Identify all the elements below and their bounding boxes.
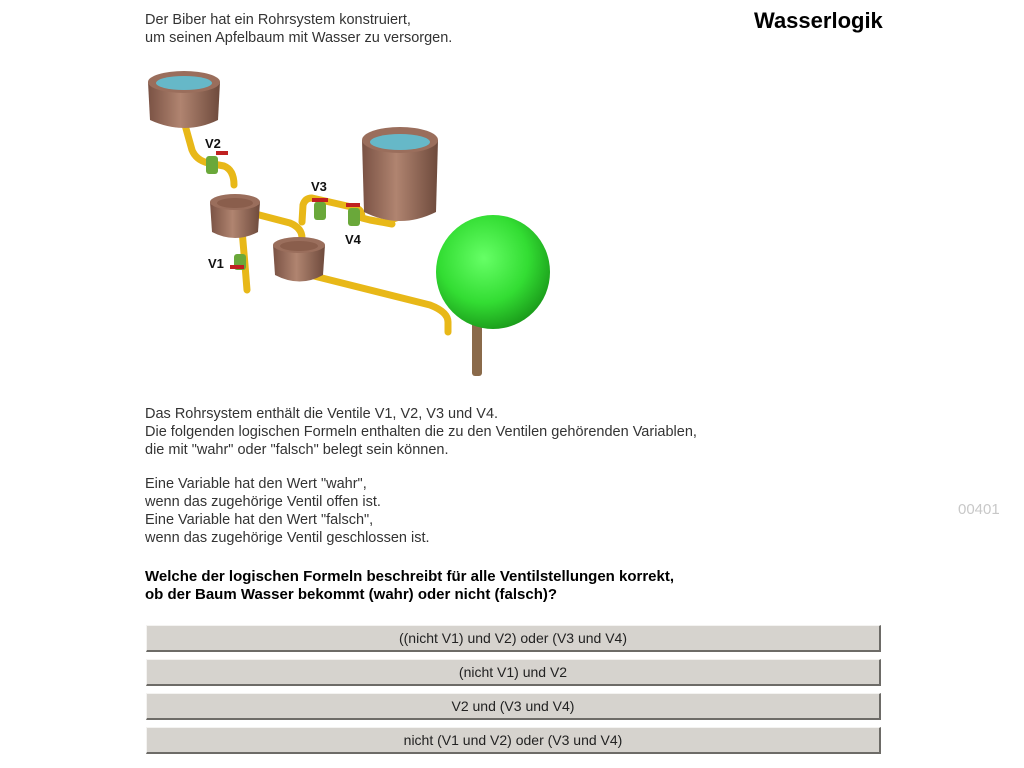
valve-label-v2: V2 <box>205 136 221 151</box>
tank-lower <box>273 237 325 282</box>
description-line: Die folgenden logischen Formeln enthalten die zu den Ventilen gehörenden Variablen, <box>145 424 697 440</box>
question-text <box>145 568 674 604</box>
answer-option-button[interactable]: V2 und (V3 und V4) <box>146 693 881 720</box>
tank-top-left <box>148 71 220 128</box>
rules-line: wenn das zugehörige Ventil geschlossen ist. <box>145 530 430 546</box>
valve-v3 <box>311 179 328 220</box>
tank-middle <box>210 194 260 238</box>
intro-line: um seinen Apfelbaum mit Wasser zu versorgen. <box>145 30 453 46</box>
rules-text <box>145 475 430 547</box>
description-line: Das Rohrsystem enthält die Ventile V1, V2, V3 und V4. <box>145 406 499 422</box>
rules-line: Eine Variable hat den Wert "falsch", <box>145 512 374 528</box>
answer-option-button[interactable]: nicht (V1 und V2) oder (V3 und V4) <box>146 727 881 754</box>
description-line: die mit "wahr" oder "falsch" belegt sein können. <box>145 442 449 458</box>
answer-option-button[interactable]: ((nicht V1) und V2) oder (V3 und V4) <box>146 625 881 652</box>
valve-label-v1: V1 <box>208 256 224 271</box>
question-line: ob der Baum Wasser bekommt (wahr) oder nicht (falsch)? <box>145 586 558 603</box>
answer-options <box>146 625 881 761</box>
description-text <box>145 405 697 459</box>
pipe-system-illustration <box>130 60 570 390</box>
valve-label-v4: V4 <box>345 232 361 247</box>
valve-label-v3: V3 <box>311 179 327 194</box>
apple-tree <box>436 215 550 376</box>
question-line: Welche der logischen Formeln beschreibt für alle Ventilstellungen korrekt, <box>145 568 675 585</box>
task-code: 00401 <box>958 501 1000 518</box>
rules-line: wenn das zugehörige Ventil offen ist. <box>145 494 381 510</box>
tank-top-right <box>362 127 438 221</box>
rules-line: Eine Variable hat den Wert "wahr", <box>145 476 367 492</box>
answer-option-button[interactable]: (nicht V1) und V2 <box>146 659 881 686</box>
valve-v1 <box>208 254 246 271</box>
intro-line: Der Biber hat ein Rohrsystem konstruiert, <box>145 12 411 28</box>
intro-text <box>145 11 452 47</box>
page-title: Wasserlogik <box>754 8 883 33</box>
